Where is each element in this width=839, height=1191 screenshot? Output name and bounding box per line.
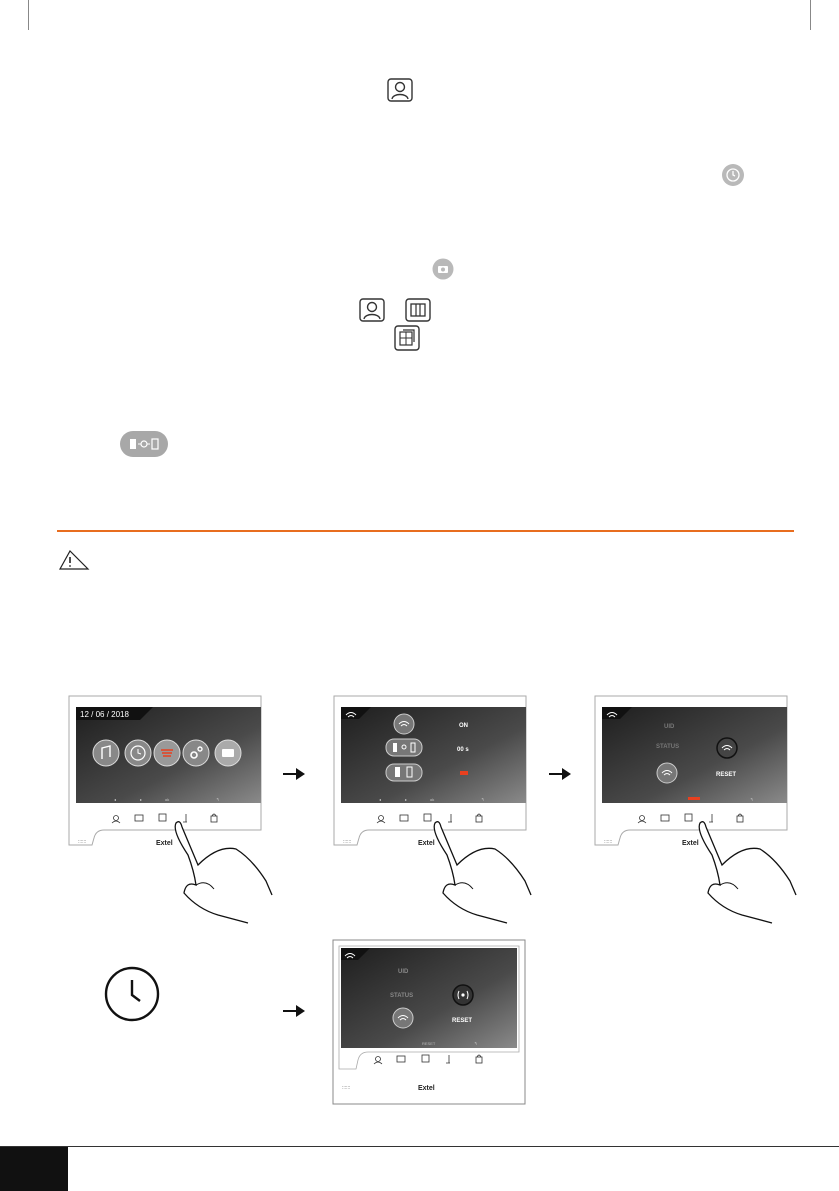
- clock-icon[interactable]: [125, 740, 151, 766]
- clock-icon: [721, 163, 745, 187]
- clock-large-icon: [104, 966, 160, 1022]
- reset-label[interactable]: RESET: [452, 1018, 473, 1024]
- uid-label: UID: [664, 724, 675, 730]
- status-label: STATUS: [390, 993, 414, 999]
- reset-small-label: RESET: [422, 1041, 436, 1046]
- monitor-wifi-menu: [333, 695, 543, 925]
- svg-text:↰: ↰: [474, 1041, 478, 1046]
- brand-label: Extel: [418, 1085, 435, 1092]
- page-number-block: [0, 1147, 68, 1191]
- svg-text:::::::: ::::::: [342, 1085, 351, 1091]
- svg-text:::::::: ::::::: [604, 839, 613, 845]
- svg-text:::::::: ::::::: [78, 839, 87, 845]
- svg-text:::::::: ::::::: [343, 839, 352, 845]
- monitor-main-menu: [68, 695, 278, 925]
- screen: [602, 707, 787, 803]
- svg-text:▸: ▸: [140, 797, 143, 802]
- crop-mark: [810, 0, 811, 30]
- svg-text:ok: ok: [165, 797, 170, 802]
- monitor-wifi-status: [594, 695, 804, 925]
- svg-text:◂: ◂: [114, 797, 117, 802]
- user-icon: [359, 298, 385, 322]
- svg-text:ok: ok: [430, 797, 435, 802]
- wifi-icon[interactable]: [393, 1008, 413, 1028]
- monitor-wifi-reset: [332, 939, 526, 1105]
- transfer-icon[interactable]: [386, 764, 422, 781]
- gallery-icon: [394, 325, 420, 351]
- svg-text:◂: ◂: [379, 797, 382, 802]
- row-value: 00 s: [457, 747, 469, 753]
- arrow-icon: [282, 767, 306, 781]
- hand-icon: [699, 822, 796, 923]
- svg-text:↰: ↰: [750, 797, 754, 802]
- svg-text:↰: ↰: [481, 797, 485, 802]
- uid-label: UID: [398, 969, 409, 975]
- wifi-transfer-icon: [120, 431, 168, 457]
- wifi-reset-icon[interactable]: [717, 738, 737, 758]
- wifi-icon[interactable]: [154, 740, 180, 766]
- status-label: STATUS: [656, 744, 680, 750]
- row-value: ON: [459, 723, 468, 729]
- camera-icon: [432, 258, 454, 280]
- hand-icon: [175, 822, 272, 923]
- arrow-icon: [548, 767, 572, 781]
- svg-text:▸: ▸: [405, 797, 408, 802]
- crop-mark: [28, 0, 29, 30]
- settings-icon[interactable]: [183, 740, 209, 766]
- warning-icon: [58, 549, 90, 571]
- row-value-indicator: [460, 771, 468, 775]
- wifi-transfer-icon[interactable]: [386, 739, 422, 756]
- reset-label[interactable]: RESET: [716, 772, 737, 778]
- broadcast-icon[interactable]: [453, 985, 473, 1005]
- door-panel-icon: [405, 298, 431, 322]
- section-divider: [57, 530, 794, 532]
- wifi-icon[interactable]: [657, 763, 677, 783]
- hand-icon: [434, 822, 531, 923]
- screen: [341, 948, 517, 1048]
- wifi-icon[interactable]: [394, 714, 414, 734]
- date-label: 12 / 06 / 2018: [80, 710, 129, 719]
- reset-indicator: [688, 797, 700, 800]
- screen: [341, 707, 526, 803]
- arrow-icon: [282, 1004, 306, 1018]
- brand-label: Extel: [156, 840, 173, 847]
- svg-text:↰: ↰: [216, 797, 220, 802]
- music-icon[interactable]: [93, 740, 119, 766]
- camera-icon[interactable]: [215, 740, 241, 766]
- footer-rule: [0, 1146, 839, 1147]
- user-icon: [387, 78, 413, 102]
- brand-label: Extel: [418, 840, 435, 847]
- brand-label: Extel: [682, 840, 699, 847]
